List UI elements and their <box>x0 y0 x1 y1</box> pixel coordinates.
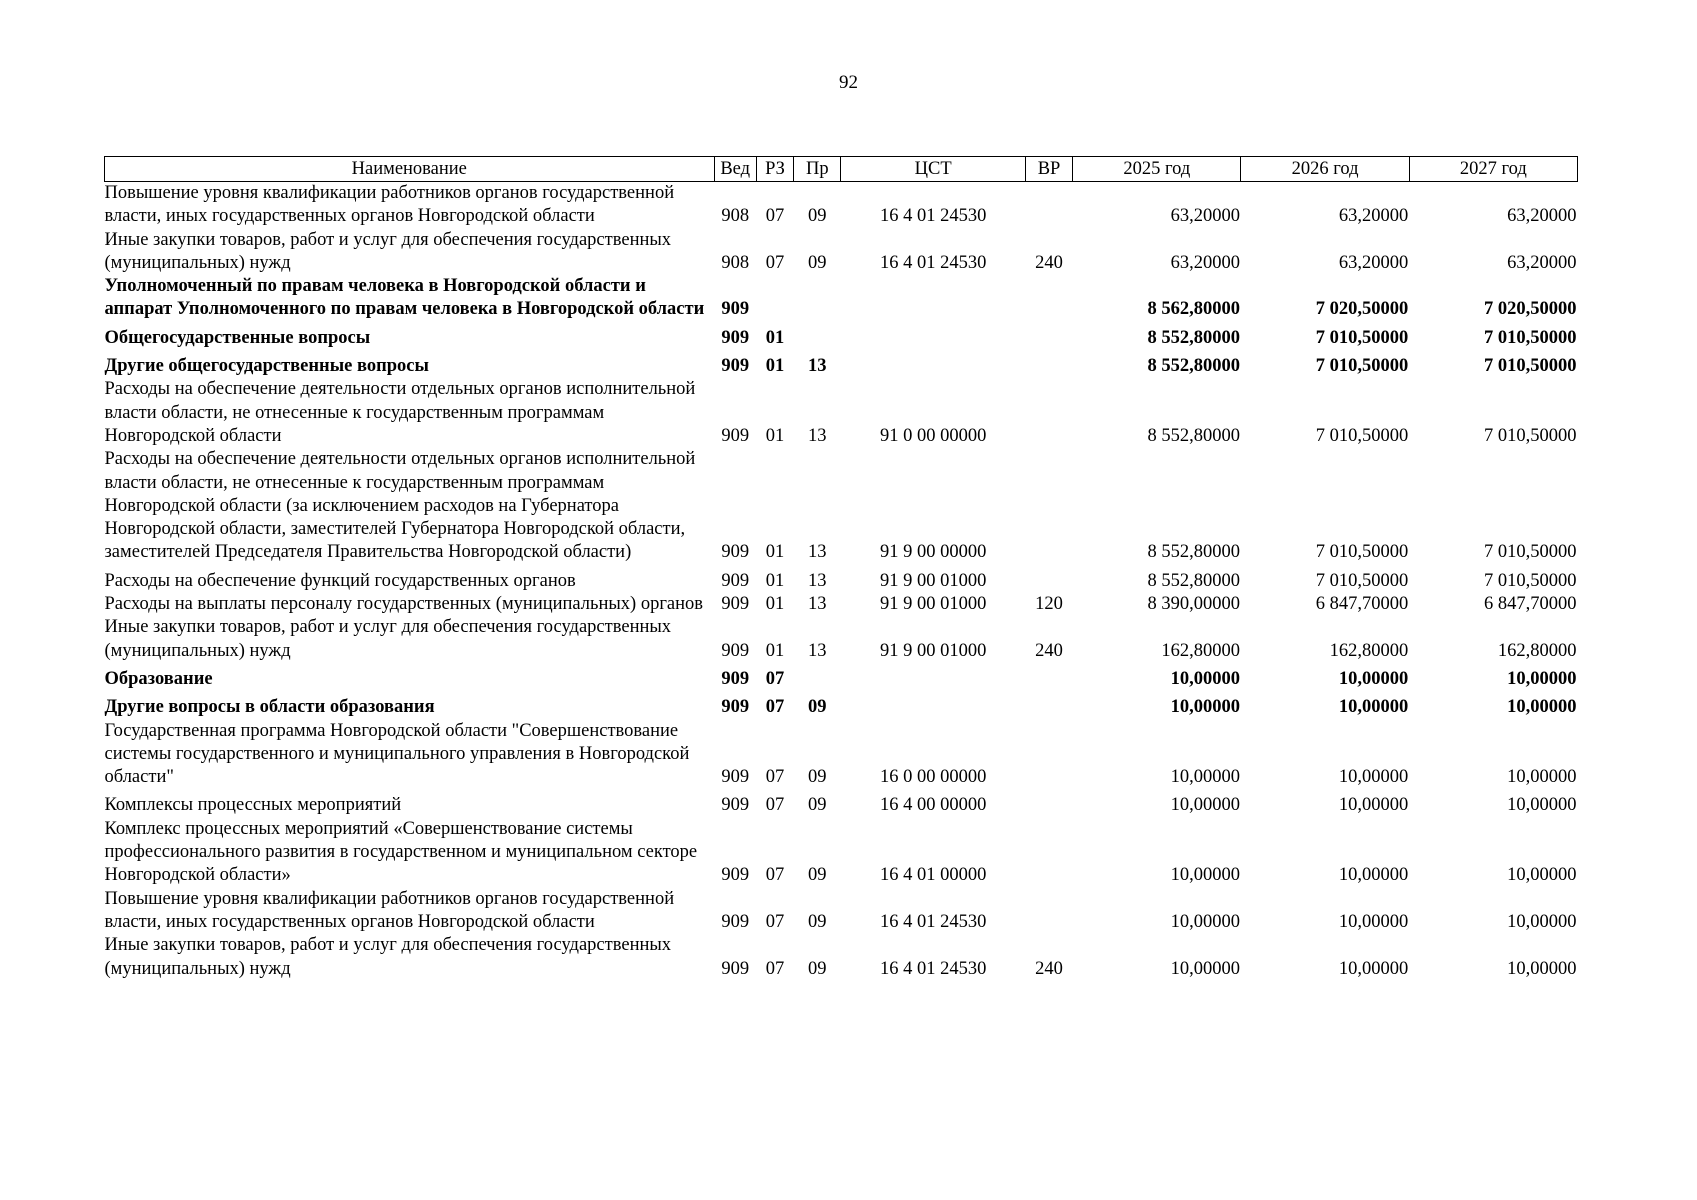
row-ved: 909 <box>721 356 750 377</box>
row-ved: 909 <box>721 327 750 348</box>
row-name: Расходы на выплаты персоналу государственных (муниципальных) органов <box>104 594 704 615</box>
row-2026: 162,80000 <box>1329 640 1409 661</box>
row-name: Образование <box>104 668 213 689</box>
row-vr <box>1025 448 1072 564</box>
row-2027: 6 847,70000 <box>1484 594 1577 615</box>
row-2027: 10,00000 <box>1507 697 1577 718</box>
row-2027: 10,00000 <box>1507 958 1577 979</box>
row-2026: 10,00000 <box>1338 911 1409 932</box>
row-pr: 09 <box>808 206 827 227</box>
row-2027: 7 020,50000 <box>1484 299 1577 320</box>
row-ved: 909 <box>721 594 750 615</box>
row-pr: 09 <box>808 697 827 718</box>
row-rz: 01 <box>765 570 785 591</box>
row-2025: 10,00000 <box>1170 958 1240 979</box>
row-2026: 7 010,50000 <box>1315 327 1409 348</box>
table-row <box>105 789 1578 817</box>
table-row <box>105 691 1578 719</box>
row-2025: 10,00000 <box>1170 668 1240 689</box>
table-row <box>105 350 1578 378</box>
table-row <box>105 565 1578 593</box>
row-name: Другие вопросы в области образования <box>104 697 435 718</box>
row-rz: 01 <box>765 542 785 563</box>
row-2027: 7 010,50000 <box>1484 542 1577 563</box>
row-2025: 10,00000 <box>1170 795 1240 816</box>
row-2027: 10,00000 <box>1507 668 1577 689</box>
header-2026: 2026 год <box>1241 157 1409 182</box>
row-2025: 162,80000 <box>1161 640 1240 661</box>
row-name: Иные закупки товаров, работ и услуг для обеспечения государственных (муниципальных) нужд <box>104 617 672 661</box>
row-2025: 8 562,80000 <box>1147 299 1240 320</box>
row-rz: 07 <box>765 668 785 689</box>
row-2025: 10,00000 <box>1170 697 1240 718</box>
row-name: Расходы на обеспечение функций государственных органов <box>104 570 576 591</box>
row-ved: 909 <box>721 697 750 718</box>
row-ved: 909 <box>721 299 750 320</box>
row-cst <box>841 350 1025 378</box>
row-vr <box>1025 789 1072 817</box>
row-vr <box>1025 275 1072 322</box>
row-2026: 10,00000 <box>1338 795 1409 816</box>
row-vr <box>1025 888 1072 935</box>
row-pr: 09 <box>808 865 827 886</box>
row-ved: 909 <box>721 865 750 886</box>
header-ved: Вед <box>714 157 756 182</box>
row-pr: 13 <box>808 356 827 377</box>
page-number: 92 <box>839 72 858 93</box>
row-name: Государственная программа Новгородской области "Совершенствование системы государственного и муниципального управления в Новгородской области" <box>104 720 690 788</box>
row-pr: 09 <box>808 911 827 932</box>
row-2025: 8 552,80000 <box>1147 327 1240 348</box>
row-name: Комплексы процессных мероприятий <box>104 795 402 816</box>
table-header <box>105 157 1578 182</box>
row-2026: 7 010,50000 <box>1315 570 1409 591</box>
row-2026: 7 010,50000 <box>1315 425 1409 446</box>
table-row <box>105 720 1578 790</box>
row-2026: 7 010,50000 <box>1315 542 1409 563</box>
row-pr <box>794 663 841 691</box>
row-vr <box>1025 720 1072 790</box>
row-cst <box>841 691 1025 719</box>
row-2027: 10,00000 <box>1507 865 1577 886</box>
row-cst: 91 9 00 01000 <box>879 570 987 591</box>
row-ved: 909 <box>721 425 750 446</box>
table-row <box>105 229 1578 276</box>
row-2026: 7 020,50000 <box>1315 299 1409 320</box>
header-pr: Пр <box>794 157 841 182</box>
row-2025: 8 552,80000 <box>1147 542 1240 563</box>
row-2026: 10,00000 <box>1338 958 1409 979</box>
row-rz: 07 <box>765 206 785 227</box>
row-vr: 240 <box>1035 640 1063 661</box>
row-2025: 8 552,80000 <box>1147 425 1240 446</box>
budget-table <box>104 156 1578 981</box>
table-row <box>105 593 1578 616</box>
row-rz: 07 <box>765 252 785 273</box>
row-2026: 10,00000 <box>1338 865 1409 886</box>
row-ved: 909 <box>721 911 750 932</box>
row-2026: 63,20000 <box>1338 206 1409 227</box>
row-vr <box>1025 378 1072 448</box>
header-rz: РЗ <box>756 157 793 182</box>
row-2027: 7 010,50000 <box>1484 356 1577 377</box>
row-ved: 909 <box>721 958 750 979</box>
row-pr: 09 <box>808 767 827 788</box>
row-2027: 7 010,50000 <box>1484 327 1577 348</box>
row-pr: 09 <box>808 252 827 273</box>
row-vr <box>1025 818 1072 888</box>
row-rz: 07 <box>765 911 785 932</box>
row-pr: 13 <box>808 570 827 591</box>
row-rz: 07 <box>765 865 785 886</box>
row-rz: 07 <box>765 767 785 788</box>
row-2027: 10,00000 <box>1507 767 1577 788</box>
row-cst: 16 0 00 00000 <box>879 767 987 788</box>
row-2027: 7 010,50000 <box>1484 425 1577 446</box>
row-rz: 01 <box>765 640 785 661</box>
row-2025: 10,00000 <box>1170 767 1240 788</box>
row-cst: 16 4 01 24530 <box>879 206 987 227</box>
table-row <box>105 322 1578 350</box>
row-cst <box>841 663 1025 691</box>
row-2025: 10,00000 <box>1170 911 1240 932</box>
row-name: Общегосударственные вопросы <box>104 327 371 348</box>
row-2026: 10,00000 <box>1338 767 1409 788</box>
row-2026: 7 010,50000 <box>1315 356 1409 377</box>
row-cst: 91 9 00 01000 <box>879 640 987 661</box>
row-2027: 162,80000 <box>1497 640 1577 661</box>
row-2027: 10,00000 <box>1507 911 1577 932</box>
row-2025: 63,20000 <box>1170 206 1240 227</box>
row-rz: 07 <box>765 958 785 979</box>
table-row <box>105 818 1578 888</box>
row-cst: 16 4 00 00000 <box>879 795 987 816</box>
row-cst: 16 4 01 24530 <box>879 911 987 932</box>
row-vr: 240 <box>1035 252 1063 273</box>
row-name: Другие общегосударственные вопросы <box>104 356 429 377</box>
row-cst: 16 4 01 24530 <box>879 958 987 979</box>
table-row <box>105 888 1578 935</box>
row-rz: 01 <box>765 356 785 377</box>
row-name: Расходы на обеспечение деятельности отдельных органов исполнительной власти области, не отнесенные к государственным программам Новгородской области <box>104 379 696 446</box>
row-2026: 10,00000 <box>1338 697 1409 718</box>
row-name: Расходы на обеспечение деятельности отдельных органов исполнительной власти области, не отнесенные к государственным программам Новгородской области (за исключением расходов на Губернатора Новгородской области, заместителей Губернатора Новгородской области, заместителей Председателя Правительства Новгородской области) <box>104 449 696 563</box>
row-rz: 07 <box>765 697 785 718</box>
row-name: Комплекс процессных мероприятий «Совершенствование системы профессионального развития в государственном и муниципальном секторе Новгородской области» <box>104 818 698 886</box>
row-rz: 01 <box>765 425 785 446</box>
row-cst <box>841 275 1025 322</box>
row-rz: 01 <box>765 594 785 615</box>
row-name: Повышение уровня квалификации работников органов государственной власти, иных государственных органов Новгородской области <box>104 183 675 227</box>
row-vr <box>1025 565 1072 593</box>
row-2025: 8 390,00000 <box>1147 594 1240 615</box>
row-cst: 16 4 01 24530 <box>879 252 987 273</box>
row-pr: 13 <box>808 425 827 446</box>
header-2027: 2027 год <box>1409 157 1577 182</box>
row-name: Уполномоченный по правам человека в Новгородской области и аппарат Уполномоченного по правам человека в Новгородской области <box>104 276 705 320</box>
row-pr: 13 <box>808 640 827 661</box>
table-row <box>105 448 1578 564</box>
table-row <box>105 616 1578 663</box>
row-ved: 909 <box>721 640 750 661</box>
row-2027: 63,20000 <box>1507 252 1577 273</box>
row-ved: 909 <box>721 668 750 689</box>
row-2026: 63,20000 <box>1338 252 1409 273</box>
row-ved: 908 <box>721 206 750 227</box>
row-2027: 63,20000 <box>1507 206 1577 227</box>
row-name: Иные закупки товаров, работ и услуг для обеспечения государственных (муниципальных) нужд <box>104 229 672 273</box>
table-row <box>105 275 1578 322</box>
row-vr <box>1025 182 1072 229</box>
row-2026: 10,00000 <box>1338 668 1409 689</box>
row-pr: 09 <box>808 795 827 816</box>
row-cst <box>841 322 1025 350</box>
table-row <box>105 663 1578 691</box>
row-vr <box>1025 322 1072 350</box>
row-vr <box>1025 350 1072 378</box>
row-2025: 8 552,80000 <box>1147 356 1240 377</box>
row-ved: 909 <box>721 542 750 563</box>
row-name: Иные закупки товаров, работ и услуг для обеспечения государственных (муниципальных) нужд <box>104 935 672 979</box>
table-body <box>105 182 1578 981</box>
row-vr: 240 <box>1035 958 1063 979</box>
header-2025: 2025 год <box>1073 157 1241 182</box>
table-row <box>105 182 1578 229</box>
row-cst: 91 0 00 00000 <box>879 425 987 446</box>
table-row <box>105 378 1578 448</box>
row-2025: 8 552,80000 <box>1147 570 1240 591</box>
row-name: Повышение уровня квалификации работников органов государственной власти, иных государственных органов Новгородской области <box>104 888 675 932</box>
row-pr <box>794 275 841 322</box>
row-pr <box>794 322 841 350</box>
row-vr <box>1025 663 1072 691</box>
table-row <box>105 934 1578 981</box>
row-ved: 908 <box>721 252 750 273</box>
row-pr: 13 <box>808 542 827 563</box>
header-vr: ВР <box>1025 157 1072 182</box>
row-2027: 7 010,50000 <box>1484 570 1577 591</box>
row-rz <box>756 275 793 322</box>
row-2027: 10,00000 <box>1507 795 1577 816</box>
row-ved: 909 <box>721 767 750 788</box>
row-vr: 120 <box>1035 594 1063 615</box>
row-ved: 909 <box>721 795 750 816</box>
header-name: Наименование <box>105 157 715 182</box>
row-vr <box>1025 691 1072 719</box>
row-rz: 07 <box>765 795 785 816</box>
row-rz: 01 <box>765 327 785 348</box>
row-cst: 91 9 00 01000 <box>879 594 987 615</box>
row-cst: 16 4 01 00000 <box>879 865 987 886</box>
row-2025: 10,00000 <box>1170 865 1240 886</box>
row-2026: 6 847,70000 <box>1315 594 1409 615</box>
row-ved: 909 <box>721 570 750 591</box>
row-pr: 13 <box>808 594 827 615</box>
row-2025: 63,20000 <box>1170 252 1240 273</box>
row-pr: 09 <box>808 958 827 979</box>
header-cst: ЦСТ <box>841 157 1025 182</box>
row-cst: 91 9 00 00000 <box>879 542 987 563</box>
